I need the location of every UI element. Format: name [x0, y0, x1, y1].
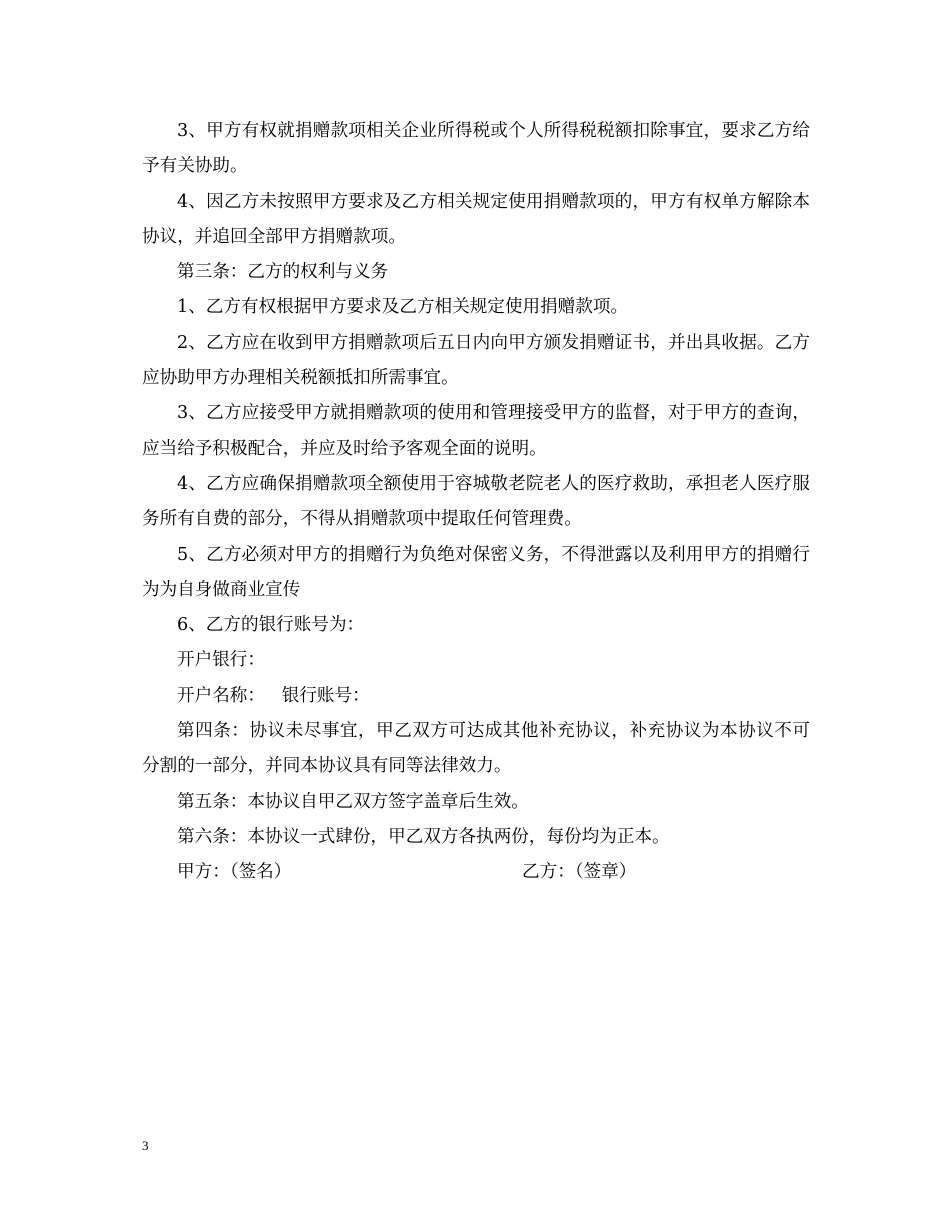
- paragraph-article-4: 第四条：协议未尽事宜，甲乙双方可达成其他补充协议，补充协议为本协议不可分割的一部分，并同本协议具有同等法律效力。: [142, 721, 810, 777]
- heading-article-3: 第三条：乙方的权利与义务: [177, 262, 389, 283]
- party-b-signature: 乙方：（签章）: [522, 862, 637, 883]
- document-body: [142, 114, 810, 891]
- paragraph-clause-3-item-6: 6、乙方的银行账号为：: [177, 615, 365, 636]
- paragraph-clause-3-item-3: 3、乙方应接受甲方就捐赠款项的使用和管理接受甲方的监督，对于甲方的查询，应当给予积极配合，并应及时给予客观全面的说明。: [142, 403, 810, 459]
- paragraph-clause-2-item-4: 4、因乙方未按照甲方要求及乙方相关规定使用捐赠款项的，甲方有权单方解除本协议，并追回全部甲方捐赠款项。: [142, 191, 810, 247]
- paragraph-clause-2-item-3: 3、甲方有权就捐赠款项相关企业所得税或个人所得税税额扣除事宜，要求乙方给予有关协助。: [142, 121, 810, 177]
- paragraph-clause-3-item-1: 1、乙方有权根据甲方要求及乙方相关规定使用捐赠款项。: [177, 297, 629, 318]
- account-name-line: 开户名称： 银行账号：: [177, 685, 370, 706]
- page-number: 3: [142, 1138, 149, 1153]
- paragraph-article-6: 第六条：本协议一式肆份，甲乙双方各执两份，每份均为正本。: [177, 826, 670, 847]
- bank-name-line: 开户银行：: [177, 650, 265, 671]
- party-a-signature: 甲方：（签名）: [177, 862, 292, 883]
- paragraph-clause-3-item-5: 5、乙方必须对甲方的捐赠行为负绝对保密义务，不得泄露以及利用甲方的捐赠行为为自身做商业宣传: [142, 544, 810, 600]
- paragraph-clause-3-item-4: 4、乙方应确保捐赠款项全额使用于容城敬老院老人的医疗救助，承担老人医疗服务所有自费的部分，不得从捐赠款项中提取任何管理费。: [142, 473, 810, 530]
- paragraph-article-5: 第五条：本协议自甲乙双方签字盖章后生效。: [177, 791, 529, 812]
- paragraph-clause-3-item-2: 2、乙方应在收到甲方捐赠款项后五日内向甲方颁发捐赠证书，并出具收据。乙方应协助甲方办理相关税额抵扣所需事宜。: [142, 332, 810, 389]
- signature-row: [142, 855, 810, 890]
